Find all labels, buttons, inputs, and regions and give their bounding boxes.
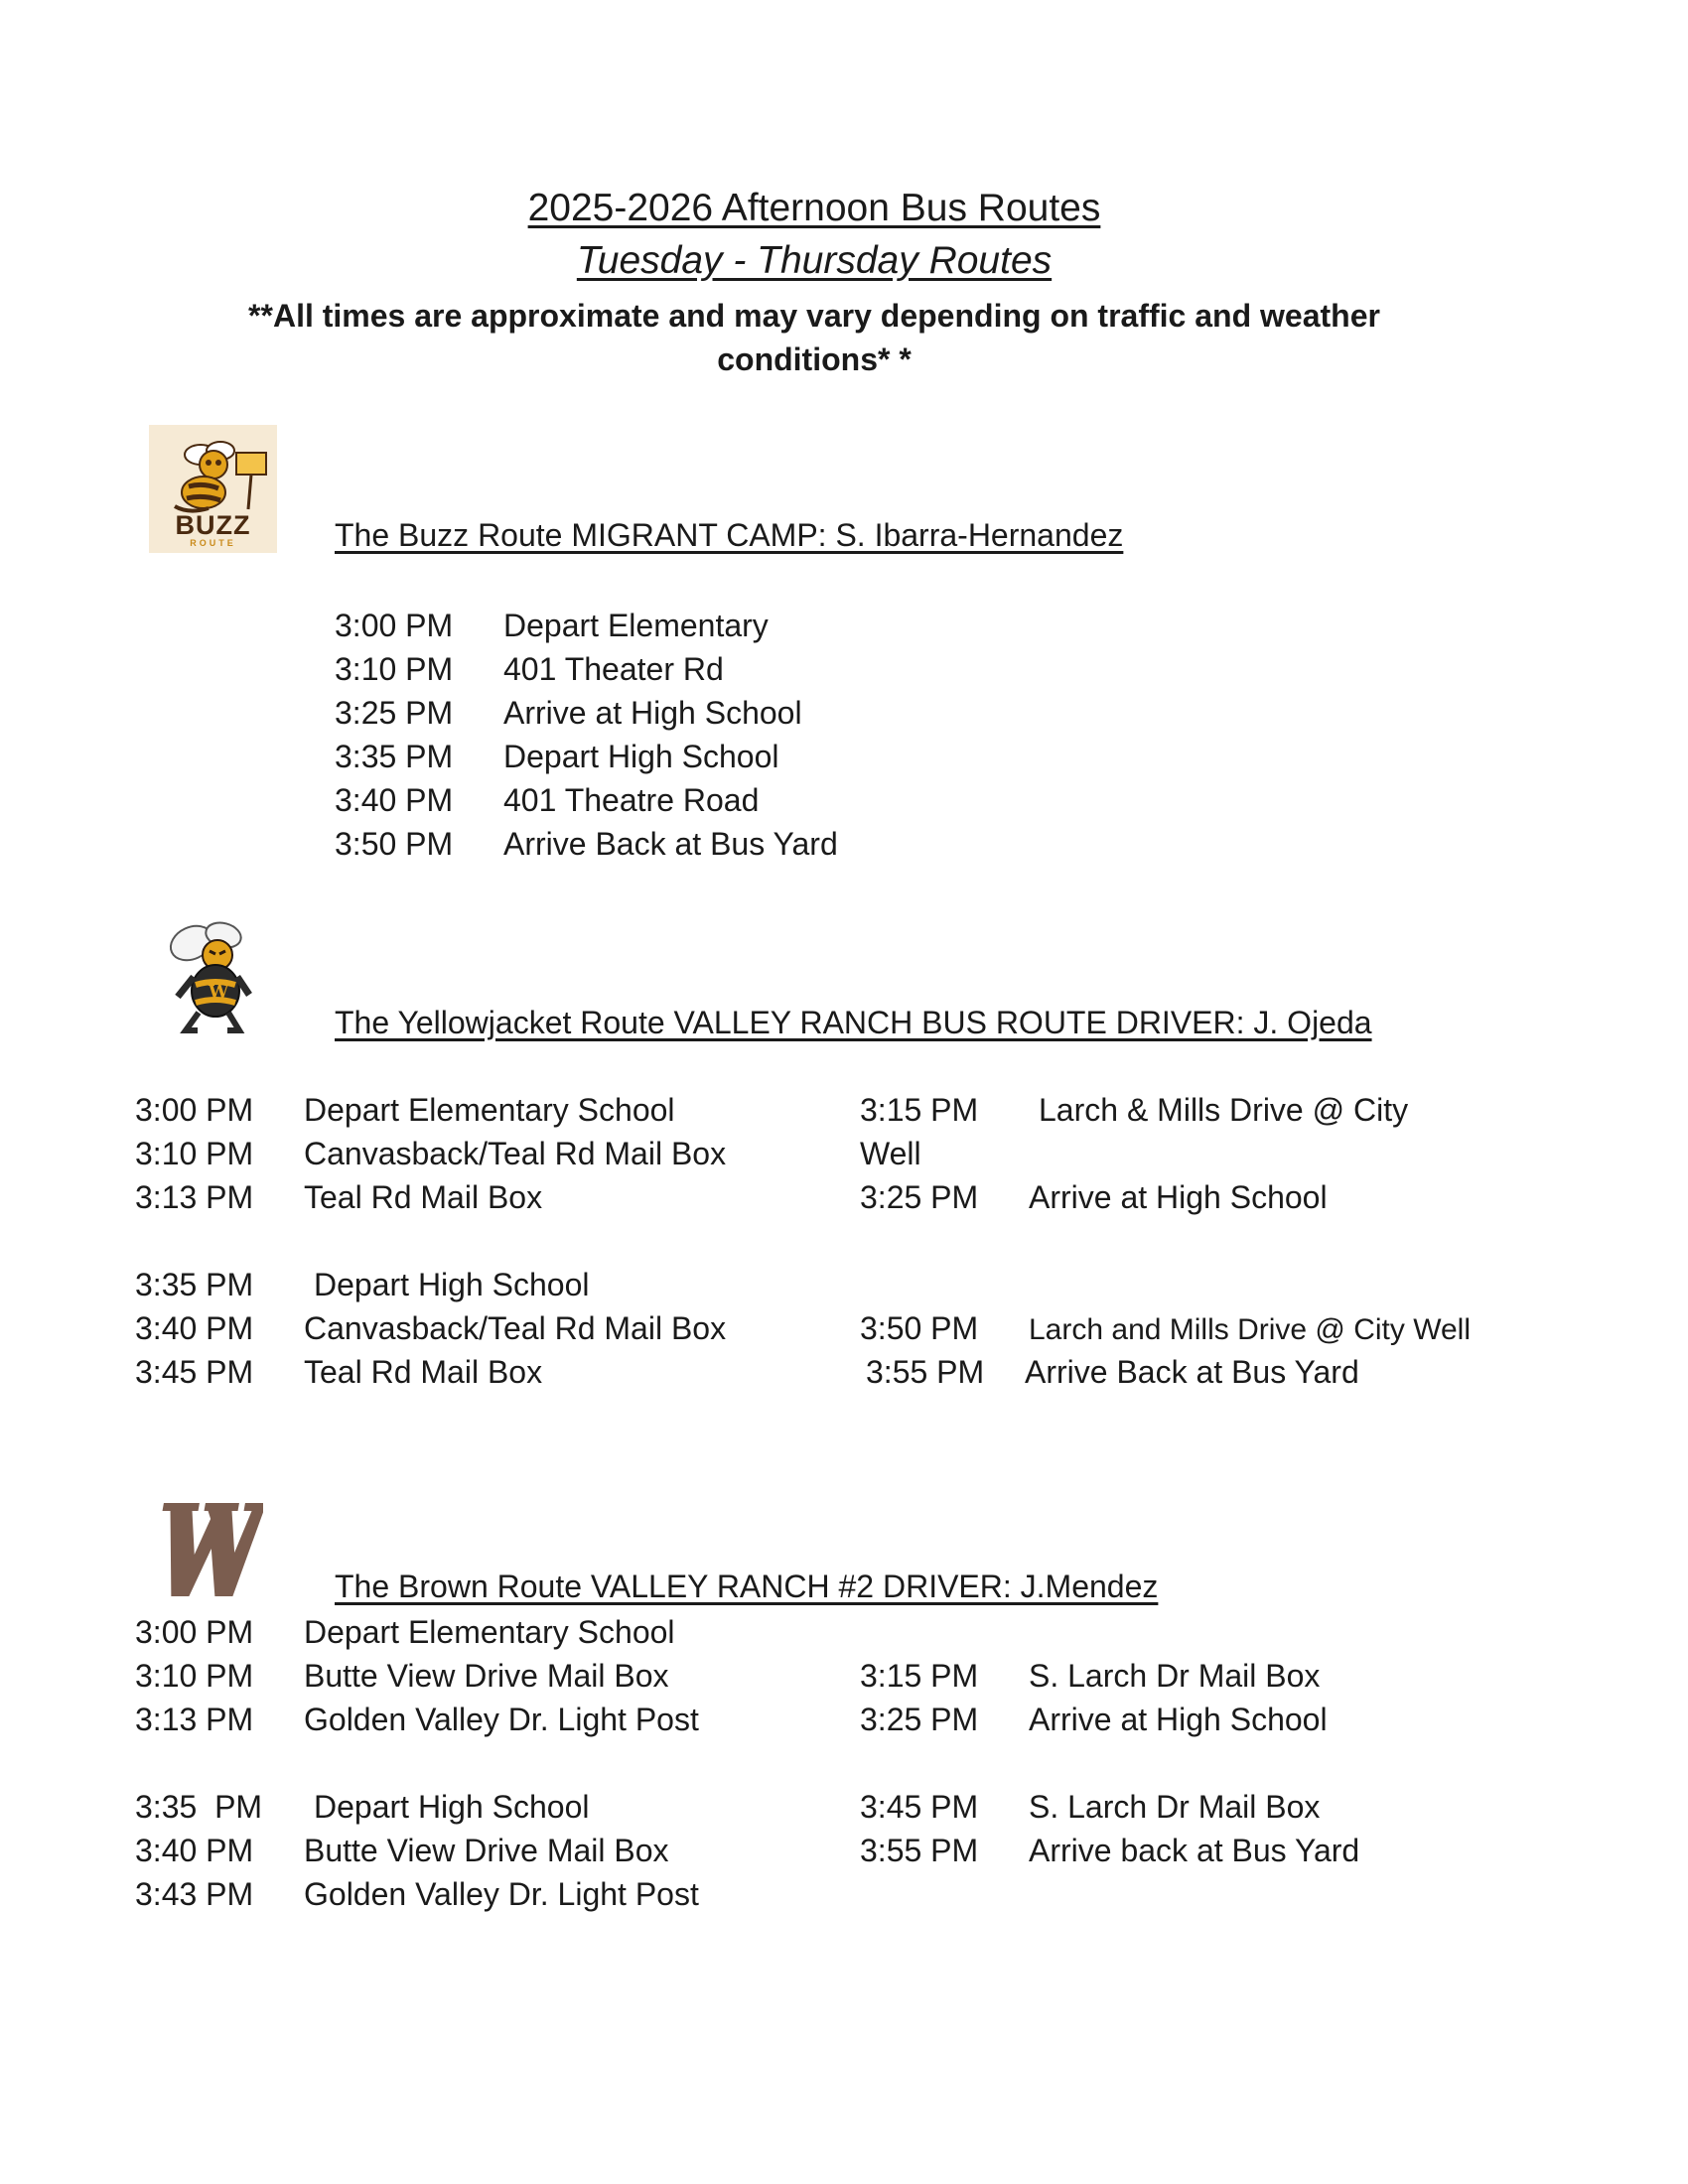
buzz-stop-time: 3:40 PM [335,782,454,818]
yellowjacket-stop-place: Depart High School [314,1267,590,1302]
buzz-stop-place: Depart Elementary [503,608,769,643]
brown-stop-time: 3:13 PM [135,1702,254,1737]
brown-stop-time: 3:45 PM [860,1789,979,1825]
yellowjacket-stop-time: 3:25 PM [860,1179,979,1215]
brown-stop-place: Depart High School [314,1789,590,1825]
yellowjacket-stop-time: 3:13 PM [135,1179,254,1215]
yellowjacket-stop-time: 3:10 PM [135,1136,254,1171]
brown-stop-time: 3:25 PM [860,1702,979,1737]
buzz-stop-place: Arrive at High School [503,695,802,731]
brown-stop-time: 3:43 PM [135,1876,254,1912]
yellowjacket-stop-time: 3:45 PM [135,1354,254,1390]
buzz-stop-time: 3:10 PM [335,651,454,687]
brown-stop-place: Golden Valley Dr. Light Post [304,1876,699,1912]
yellowjacket-stop-time: 3:55 PM [866,1354,985,1390]
buzz-stop-place: Arrive Back at Bus Yard [503,826,838,862]
page-title: 2025-2026 Afternoon Bus Routes [527,187,1101,229]
brown-route-heading: The Brown Route VALLEY RANCH #2 DRIVER: J.Mendez [335,1569,1159,1604]
w-letter-logo [149,1497,263,1604]
buzz-route-logo [149,425,277,553]
yellowjacket-stop-place: Arrive Back at Bus Yard [1025,1354,1359,1390]
yellowjacket-stop-place: Arrive at High School [1029,1179,1328,1215]
brown-stop-place: Butte View Drive Mail Box [304,1658,669,1694]
buzz-stop-time: 3:00 PM [335,608,454,643]
yellowjacket-stop-place: Well [860,1136,921,1171]
svg-text:W: W [209,982,229,1003]
yellowjacket-stop-place: Teal Rd Mail Box [304,1179,543,1215]
buzz-logo-text: BUZZ [175,510,251,540]
brown-stop-time: 3:55 PM [860,1833,979,1868]
yellowjacket-stop-time: 3:35 PM [135,1267,254,1302]
buzz-stop-place: Depart High School [503,739,779,774]
yellowjacket-stop-time: 3:40 PM [135,1310,254,1346]
brown-stop-time: 3:15 PM [860,1658,979,1694]
brown-stop-time: 3:40 PM [135,1833,254,1868]
yellowjacket-stop-place: Canvasback/Teal Rd Mail Box [304,1136,727,1171]
brown-stop-time: 3:00 PM [135,1614,254,1650]
brown-stop-place: Arrive back at Bus Yard [1029,1833,1360,1868]
brown-stop-place: S. Larch Dr Mail Box [1029,1658,1321,1694]
disclaimer-line-2: conditions* * [717,341,912,377]
yellowjacket-mascot-logo [154,913,281,1037]
buzz-logo-subtext: ROUTE [190,538,236,548]
brown-stop-place: Depart Elementary School [304,1614,675,1650]
brown-stop-place: Butte View Drive Mail Box [304,1833,669,1868]
yellowjacket-stop-time: 3:50 PM [860,1310,979,1346]
brown-stop-time: 3:10 PM [135,1658,254,1694]
buzz-stop-time: 3:35 PM [335,739,454,774]
brown-stop-place: Arrive at High School [1029,1702,1328,1737]
buzz-route-heading: The Buzz Route MIGRANT CAMP: S. Ibarra-Hernandez [335,517,1124,553]
yellowjacket-stop-place: Larch and Mills Drive @ City Well [1029,1313,1472,1346]
yellowjacket-stop-place: Depart Elementary School [304,1092,675,1128]
yellowjacket-stop-place: Larch & Mills Drive @ City [1039,1092,1409,1128]
brown-stop-place: Golden Valley Dr. Light Post [304,1702,699,1737]
buzz-stop-time: 3:25 PM [335,695,454,731]
brown-stop-place: S. Larch Dr Mail Box [1029,1789,1321,1825]
yellowjacket-stop-time: 3:00 PM [135,1092,254,1128]
yellowjacket-stop-time: 3:15 PM [860,1092,979,1128]
yellowjacket-route-heading: The Yellowjacket Route VALLEY RANCH BUS ROUTE DRIVER: J. Ojeda [335,1005,1372,1040]
buzz-stop-place: 401 Theater Rd [503,651,724,687]
yellowjacket-stop-place: Teal Rd Mail Box [304,1354,543,1390]
buzz-stop-time: 3:50 PM [335,826,454,862]
page-subtitle: Tuesday - Thursday Routes [576,239,1053,282]
disclaimer-line-1: **All times are approximate and may vary depending on traffic and weather [248,298,1380,334]
yellowjacket-stop-place: Canvasback/Teal Rd Mail Box [304,1310,727,1346]
brown-stop-time: 3:35 PM [135,1789,263,1825]
buzz-stop-place: 401 Theatre Road [503,782,760,818]
